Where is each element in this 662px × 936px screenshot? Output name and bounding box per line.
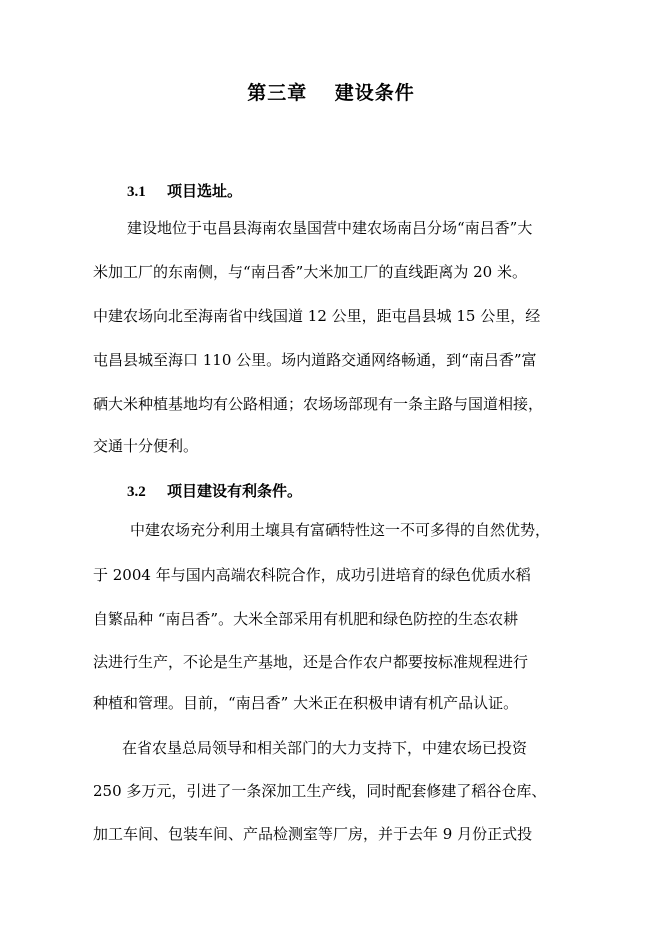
paragraph-line: 米加工厂的东南侧，与“南吕香”大米加工厂的直线距离为 20 米。	[93, 263, 527, 281]
paragraph-line: 法进行生产，不论是生产基地，还是合作农户都要按标准规程进行	[93, 653, 529, 671]
paragraph-line: 中建农场向北至海南省中线国道 12 公里，距屯昌县城 15 公里，经	[93, 307, 541, 325]
paragraph-line: 在省农垦总局领导和相关部门的大力支持下，中建农场已投资	[122, 739, 528, 757]
section-heading-3-2	[127, 480, 302, 501]
paragraph-line: 于 2004 年与国内高端农科院合作，成功引进培育的绿色优质水稻	[93, 566, 531, 584]
paragraph-line: 建设地位于屯昌县海南农垦国营中建农场南吕分场“南吕香”大	[127, 219, 533, 237]
section-title: 项目选址。	[167, 182, 243, 200]
paragraph-line: 自繁品种 “南吕香”。大米全部采用有机肥和绿色防控的生态农耕	[93, 610, 519, 628]
paragraph-line: 加工车间、包装车间、产品检测室等厂房，并于去年 9 月份正式投	[93, 825, 533, 843]
section-heading-3-1	[127, 180, 242, 201]
section-title: 项目建设有利条件。	[167, 482, 303, 500]
paragraph-line: 交通十分便利。	[93, 437, 199, 455]
chapter-title: 第三章 建设条件	[247, 82, 415, 104]
paragraph-line: 中建农场充分利用土壤具有富硒特性这一不可多得的自然优势，	[130, 521, 551, 539]
paragraph-line: 屯昌县城至海口 110 公里。场内道路交通网络畅通，到“南吕香”富	[93, 351, 537, 369]
paragraph-line: 250 多万元，引进了一条深加工生产线，同时配套修建了稻谷仓库、	[93, 782, 547, 800]
paragraph-line: 硒大米种植基地均有公路相通；农场场部现有一条主路与国道相接，	[93, 395, 544, 413]
paragraph-line: 种植和管理。目前，“南吕香” 大米正在积极申请有机产品认证。	[93, 694, 519, 712]
section-number: 3.1	[127, 184, 146, 200]
section-number: 3.2	[127, 484, 146, 500]
